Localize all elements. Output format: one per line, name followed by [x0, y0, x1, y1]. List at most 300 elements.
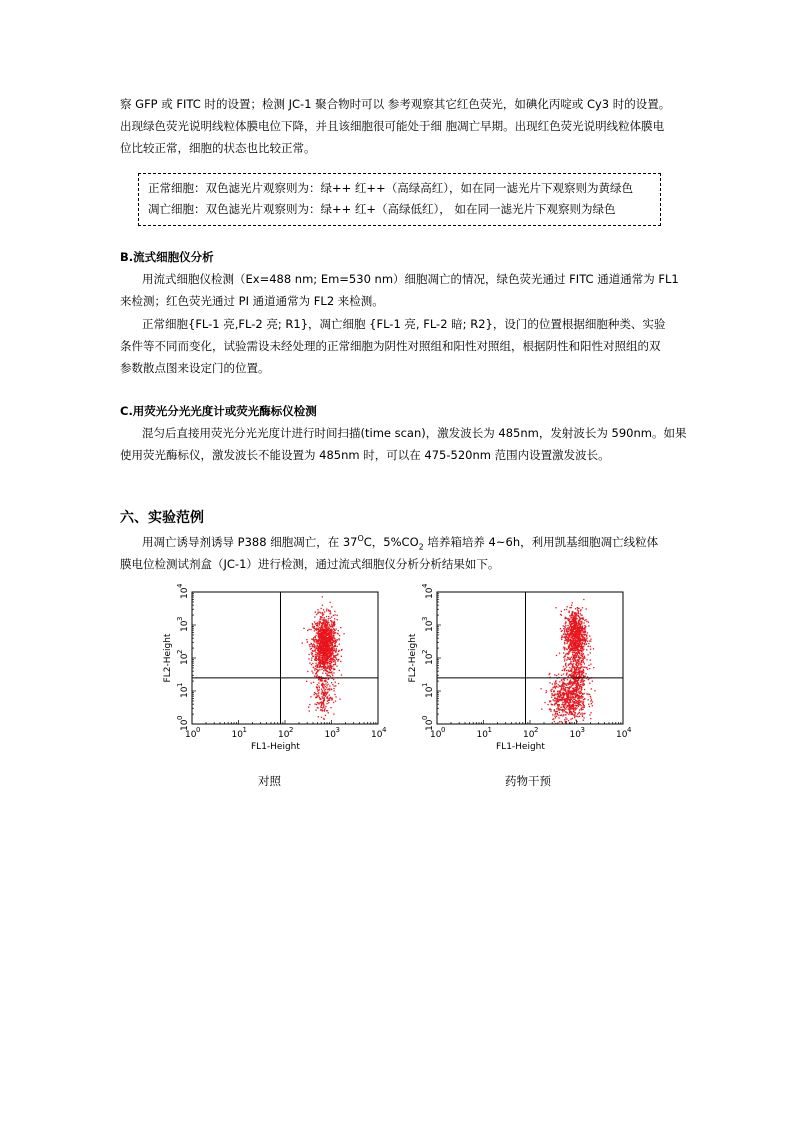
scatter-point	[592, 681, 593, 682]
scatter-point	[308, 707, 309, 708]
scatter-point	[558, 694, 559, 695]
scatter-point	[570, 661, 571, 662]
scatter-point	[333, 679, 334, 680]
scatter-point	[326, 649, 327, 650]
scatter-point	[561, 684, 562, 685]
scatter-point	[303, 628, 304, 629]
scatter-point	[568, 705, 569, 706]
scatter-point	[550, 711, 551, 712]
scatter-point	[336, 628, 337, 629]
scatter-point	[565, 683, 566, 684]
scatter-point	[311, 654, 312, 655]
scatter-point	[589, 683, 590, 684]
scatter-point	[331, 647, 332, 648]
scatter-point	[574, 715, 575, 716]
scatter-point	[546, 692, 547, 693]
scatter-point	[328, 712, 329, 713]
scatter-point	[334, 632, 335, 633]
scatter-point	[561, 631, 562, 632]
scatter-point	[584, 689, 585, 690]
scatter-point	[569, 667, 570, 668]
scatter-point	[570, 711, 571, 712]
scatter-point	[566, 609, 567, 610]
scatter-point	[331, 623, 332, 624]
scatter-point	[324, 699, 325, 700]
scatter-point	[580, 662, 581, 663]
scatter-point	[573, 620, 574, 621]
y-tick-exp: 1	[421, 682, 429, 687]
section-b-line-5: 参数散点图来设定门的位置。	[120, 361, 270, 375]
scatter-point	[328, 616, 329, 617]
scatter-point	[327, 641, 328, 642]
scatter-point	[572, 664, 573, 665]
scatter-point	[326, 621, 327, 622]
scatter-point	[330, 634, 331, 635]
scatter-point	[586, 634, 587, 635]
scatter-point	[566, 694, 567, 695]
scatter-point	[563, 696, 564, 697]
scatter-point	[323, 688, 324, 689]
scatter-point	[578, 644, 579, 645]
scatter-point	[316, 693, 317, 694]
scatter-point	[567, 691, 568, 692]
scatter-point	[316, 669, 317, 670]
scatter-point	[315, 635, 316, 636]
scatter-point	[574, 660, 575, 661]
scatter-point	[580, 643, 581, 644]
scatter-point	[585, 632, 586, 633]
scatter-point	[309, 663, 310, 664]
scatter-point	[576, 656, 577, 657]
intro-line-1: 察 GFP 或 FITC 时的设置；检测 JC-1 聚合物时可以 参考观察其它红色荧光，如碘化丙啶或 Cy3 时的设置。	[120, 97, 671, 111]
scatter-point	[588, 665, 589, 666]
scatter-point	[571, 657, 572, 658]
scatter-point	[323, 666, 324, 667]
y-tick-exp: 0	[421, 715, 429, 720]
scatter-point	[572, 700, 573, 701]
scatter-point	[315, 648, 316, 649]
scatter-point	[561, 679, 562, 680]
section-b-line-3: 正常细胞{FL-1 亮,FL-2 亮; R1}，凋亡细胞 {FL-1 亮, FL-2 暗; R2}，设门的位置根据细胞种类、实验	[142, 317, 666, 331]
scatter-point	[574, 673, 575, 674]
scatter-point	[555, 680, 556, 681]
scatter-point	[315, 654, 316, 655]
scatter-point	[568, 696, 569, 697]
scatter-point	[569, 700, 570, 701]
scatter-point	[319, 658, 320, 659]
scatter-point	[575, 687, 576, 688]
scatter-point	[326, 657, 327, 658]
scatter-point	[330, 663, 331, 664]
scatter-point	[329, 645, 330, 646]
scatter-point	[566, 629, 567, 630]
scatter-point	[327, 643, 328, 644]
x-tick-exp: 1	[487, 726, 492, 734]
scatter-point	[318, 632, 319, 633]
scatter-point	[585, 673, 586, 674]
scatter-point	[325, 706, 326, 707]
scatter-point	[324, 653, 325, 654]
scatter-point	[318, 682, 319, 683]
scatter-point	[323, 670, 324, 671]
scatter-point	[556, 716, 557, 717]
scatter-point	[584, 643, 585, 644]
scatter-point	[335, 685, 336, 686]
scatter-point	[561, 675, 562, 676]
scatter-point	[581, 689, 582, 690]
scatter-point	[327, 635, 328, 636]
scatter-point	[323, 614, 324, 615]
scatter-point	[571, 628, 572, 629]
scatter-point	[329, 618, 330, 619]
scatter-point	[582, 654, 583, 655]
scatter-point	[326, 610, 327, 611]
scatter-point	[575, 653, 576, 654]
scatter-point	[327, 682, 328, 683]
scatter-point	[334, 621, 335, 622]
scatter-point	[333, 664, 334, 665]
scatter-point	[570, 659, 571, 660]
scatter-point	[320, 710, 321, 711]
scatter-point	[581, 662, 582, 663]
scatter-point	[583, 683, 584, 684]
scatter-point	[584, 663, 585, 664]
scatter-point	[318, 612, 319, 613]
scatter-point	[323, 641, 324, 642]
scatter-point	[311, 643, 312, 644]
scatter-point	[322, 661, 323, 662]
y-tick-exp: 3	[421, 616, 429, 621]
scatter-point	[576, 667, 577, 668]
scatter-point	[578, 637, 579, 638]
scatter-point	[328, 675, 329, 676]
scatter-point	[577, 687, 578, 688]
scatter-point	[573, 625, 574, 626]
scatter-point	[577, 680, 578, 681]
scatter-point	[578, 667, 579, 668]
scatter-point	[569, 683, 570, 684]
scatter-point	[568, 654, 569, 655]
scatter-point	[329, 659, 330, 660]
scatter-point	[330, 669, 331, 670]
scatter-point	[576, 696, 577, 697]
scatter-point	[563, 673, 564, 674]
scatter-point	[321, 669, 322, 670]
scatter-point	[315, 623, 316, 624]
scatter-point	[329, 698, 330, 699]
scatter-point	[563, 628, 564, 629]
y-tick-label: 10	[425, 719, 435, 731]
scatter-point	[582, 714, 583, 715]
y-tick-label-group	[421, 650, 435, 665]
scatter-point	[314, 694, 315, 695]
scatter-point	[572, 683, 573, 684]
scatter-point	[335, 700, 336, 701]
scatter-point	[554, 721, 555, 722]
scatter-point	[557, 701, 558, 702]
scatter-point	[559, 696, 560, 697]
scatter-point	[329, 672, 330, 673]
scatter-point	[554, 704, 555, 705]
scatter-point	[582, 713, 583, 714]
scatter-point	[569, 688, 570, 689]
scatter-point	[583, 717, 584, 718]
scatter-point	[579, 641, 580, 642]
scatter-point	[313, 637, 314, 638]
scatter-point	[337, 633, 338, 634]
scatter-point	[566, 673, 567, 674]
scatter-point	[314, 647, 315, 648]
scatter-point	[582, 709, 583, 710]
scatter-point	[575, 702, 576, 703]
scatter-point	[333, 669, 334, 670]
scatter-point	[325, 667, 326, 668]
scatter-point	[576, 623, 577, 624]
scatter-point	[341, 650, 342, 651]
scatter-point	[581, 646, 582, 647]
scatter-point	[331, 682, 332, 683]
scatter-point	[593, 648, 594, 649]
scatter-point	[572, 666, 573, 667]
scatter-point	[326, 694, 327, 695]
scatter-point	[338, 683, 339, 684]
scatter-point	[563, 690, 564, 691]
scatter-point	[590, 641, 591, 642]
scatter-point	[333, 702, 334, 703]
x-tick-label: 10	[523, 730, 535, 740]
y-tick-exp: 1	[176, 682, 184, 687]
scatter-point	[575, 712, 576, 713]
scatter-point	[308, 654, 309, 655]
scatter-point	[573, 655, 574, 656]
scatter-point	[546, 690, 547, 691]
scatter-point	[586, 693, 587, 694]
scatter-point	[574, 708, 575, 709]
scatter-point	[583, 640, 584, 641]
scatter-point	[585, 641, 586, 642]
scatter-point	[590, 660, 591, 661]
scatter-point	[575, 645, 576, 646]
scatter-point	[572, 684, 573, 685]
scatter-point	[553, 687, 554, 688]
scatter-point	[325, 660, 326, 661]
scatter-point	[317, 659, 318, 660]
y-tick-exp: 2	[176, 649, 184, 654]
scatter-point	[591, 688, 592, 689]
x-axis-label: FL1-Height	[496, 742, 545, 752]
scatter-point	[567, 690, 568, 691]
section-6-line-1-c: 培养箱培养 4~6h，利用凯基细胞凋亡线粒体	[423, 535, 659, 549]
scatter-point	[589, 635, 590, 636]
scatter-point	[324, 636, 325, 637]
scatter-point	[322, 612, 323, 613]
scatter-point	[582, 660, 583, 661]
scatter-point	[549, 701, 550, 702]
scatter-point	[326, 646, 327, 647]
y-tick-label: 10	[180, 620, 190, 632]
scatter-point	[562, 715, 563, 716]
scatter-point	[573, 674, 574, 675]
scatter-point	[322, 596, 323, 597]
scatter-point	[321, 657, 322, 658]
scatter-point	[561, 694, 562, 695]
y-tick-exp: 0	[176, 715, 184, 720]
scatter-point	[564, 669, 565, 670]
scatter-point	[573, 627, 574, 628]
scatter-point	[577, 610, 578, 611]
scatter-point	[330, 707, 331, 708]
scatter-point	[577, 643, 578, 644]
scatter-point	[323, 668, 324, 669]
scatter-point	[302, 643, 303, 644]
scatter-point	[572, 623, 573, 624]
scatter-point	[312, 624, 313, 625]
scatter-plot-drug	[395, 582, 635, 752]
scatter-point	[565, 617, 566, 618]
scatter-point	[568, 612, 569, 613]
scatter-point	[579, 667, 580, 668]
scatter-point	[313, 682, 314, 683]
scatter-point	[319, 656, 320, 657]
scatter-point	[336, 650, 337, 651]
scatter-point	[572, 697, 573, 698]
scatter-point	[579, 653, 580, 654]
scatter-point	[333, 690, 334, 691]
scatter-point	[579, 663, 580, 664]
scatter-point	[323, 609, 324, 610]
scatter-point	[326, 638, 327, 639]
scatter-point	[574, 619, 575, 620]
scatter-point	[554, 674, 555, 675]
scatter-point	[568, 694, 569, 695]
scatter-point	[565, 708, 566, 709]
scatter-point	[575, 637, 576, 638]
scatter-point	[593, 667, 594, 668]
scatter-point	[558, 706, 559, 707]
scatter-point	[324, 664, 325, 665]
scatter-point	[323, 620, 324, 621]
scatter-point	[581, 636, 582, 637]
scatter-point	[574, 612, 575, 613]
scatter-point	[313, 646, 314, 647]
scatter-point	[332, 666, 333, 667]
y-tick-label-group	[176, 583, 190, 599]
scatter-point	[335, 682, 336, 683]
scatter-point	[329, 688, 330, 689]
y-tick-label-group	[421, 583, 435, 599]
scatter-point	[332, 626, 333, 627]
scatter-point	[586, 640, 587, 641]
scatter-point	[560, 715, 561, 716]
scatter-point	[573, 671, 574, 672]
scatter-point	[558, 699, 559, 700]
scatter-point	[579, 696, 580, 697]
scatter-point	[568, 648, 569, 649]
scatter-point	[327, 633, 328, 634]
scatter-point	[592, 701, 593, 702]
notice-line-normal: 正常细胞：双色滤光片观察则为：绿++ 红++（高绿高红），如在同一滤光片下观察则为黄绿色	[148, 181, 633, 195]
scatter-point	[572, 694, 573, 695]
scatter-point	[565, 633, 566, 634]
scatter-point	[551, 693, 552, 694]
scatter-point	[337, 654, 338, 655]
scatter-point	[306, 681, 307, 682]
scatter-point	[318, 640, 319, 641]
section-6-line-2: 膜电位检测试剂盒（JC-1）进行检测，通过流式细胞仪分析分析结果如下。	[120, 557, 500, 571]
scatter-point	[572, 602, 573, 603]
scatter-point	[328, 650, 329, 651]
scatter-point	[584, 637, 585, 638]
scatter-point	[320, 662, 321, 663]
scatter-points	[302, 596, 345, 720]
scatter-point	[557, 693, 558, 694]
scatter-point	[330, 676, 331, 677]
scatter-point	[581, 708, 582, 709]
scatter-point	[582, 685, 583, 686]
scatter-point	[326, 687, 327, 688]
section-6-line-1	[142, 534, 658, 550]
scatter-point	[322, 707, 323, 708]
scatter-point	[326, 710, 327, 711]
scatter-point	[588, 679, 589, 680]
scatter-point	[588, 643, 589, 644]
scatter-point	[570, 706, 571, 707]
scatter-point	[554, 686, 555, 687]
scatter-point	[577, 703, 578, 704]
scatter-point	[573, 630, 574, 631]
x-tick-label: 10	[324, 730, 336, 740]
scatter-point	[317, 671, 318, 672]
scatter-point	[571, 685, 572, 686]
scatter-point	[330, 658, 331, 659]
scatter-point	[326, 685, 327, 686]
scatter-point	[314, 616, 315, 617]
scatter-point	[561, 635, 562, 636]
scatter-point	[567, 687, 568, 688]
y-tick-label: 10	[180, 686, 190, 698]
scatter-point	[334, 618, 335, 619]
caption-control: 对照	[258, 774, 281, 788]
scatter-point	[583, 667, 584, 668]
scatter-point	[566, 699, 567, 700]
scatter-point	[571, 692, 572, 693]
scatter-point	[565, 621, 566, 622]
scatter-point	[580, 646, 581, 647]
scatter-point	[582, 716, 583, 717]
scatter-point	[579, 650, 580, 651]
scatter-point	[312, 623, 313, 624]
scatter-point	[583, 669, 584, 670]
scatter-point	[591, 703, 592, 704]
scatter-point	[565, 638, 566, 639]
scatter-point	[561, 688, 562, 689]
scatter-point	[324, 634, 325, 635]
scatter-point	[583, 699, 584, 700]
scatter-point	[575, 672, 576, 673]
scatter-point	[575, 670, 576, 671]
scatter-point	[319, 633, 320, 634]
scatter-point	[556, 655, 557, 656]
scatter-point	[586, 659, 587, 660]
scatter-point	[328, 652, 329, 653]
scatter-point	[590, 646, 591, 647]
scatter-point	[573, 660, 574, 661]
scatter-point	[567, 700, 568, 701]
scatter-point	[325, 658, 326, 659]
scatter-point	[317, 669, 318, 670]
scatter-point	[575, 648, 576, 649]
scatter-point	[315, 636, 316, 637]
